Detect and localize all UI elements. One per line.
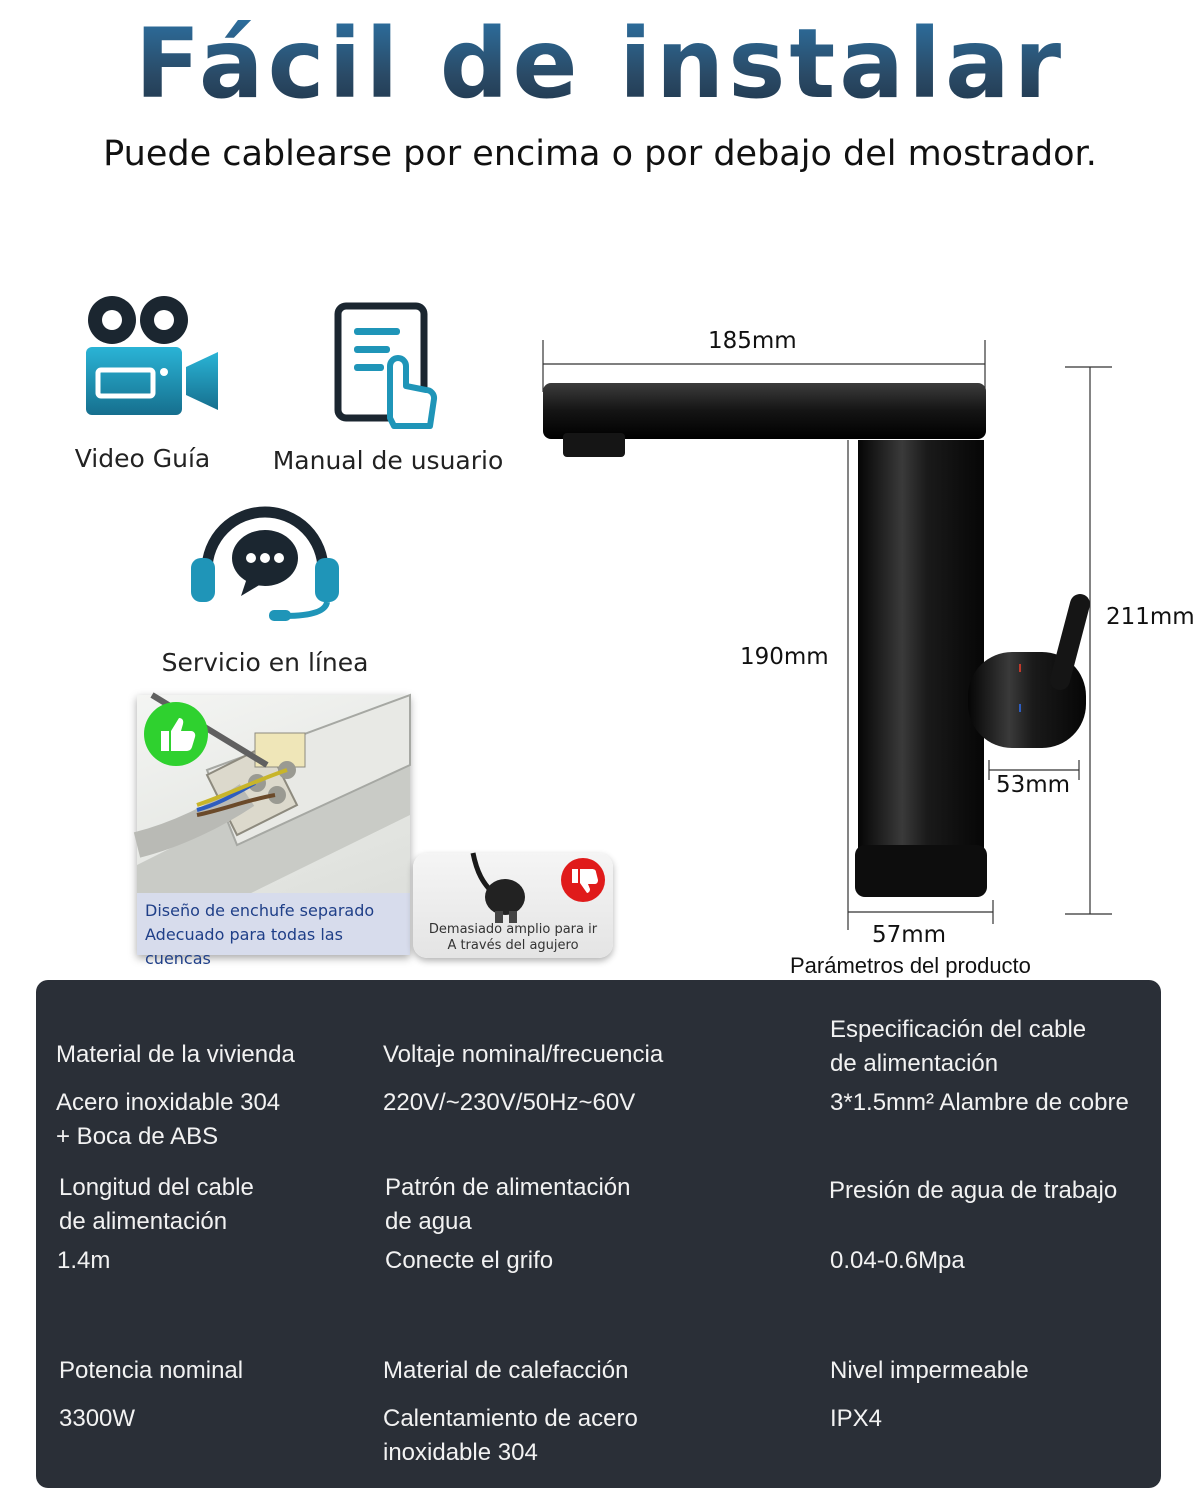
spec-label: Potencia nominal [59, 1357, 244, 1384]
spec-value: 3*1.5mm² Alambre de cobre [830, 1089, 1129, 1116]
feature-video-guide[interactable] [60, 292, 225, 473]
spec-value: 3300W [59, 1405, 136, 1432]
spec-value: IPX4 [830, 1405, 883, 1432]
spec-label: Voltaje nominal/frecuencia [383, 1041, 664, 1068]
feature-label: Manual de usuario [272, 446, 504, 475]
video-camera-icon [68, 292, 218, 420]
caption-line: Demasiado amplio para ir [428, 922, 598, 937]
page-title: Fácil de instalar [0, 8, 1200, 120]
dimension-handle: 53mm [996, 772, 1071, 798]
spec-label: Material de calefacción [383, 1357, 629, 1384]
spec-value: 1.4m [57, 1247, 111, 1274]
spec-value: Conecte el grifo [385, 1247, 554, 1274]
spec-label: Nivel impermeable [830, 1357, 1029, 1384]
spec-label: Material de la vivienda [56, 1041, 295, 1068]
dimension-base: 57mm [872, 922, 947, 948]
dimension-body-height: 190mm [740, 644, 829, 670]
product-parameters-caption: Parámetros del producto [790, 953, 1031, 978]
separate-plug-caption [137, 893, 410, 968]
dimension-width: 185mm [708, 328, 797, 354]
caption-line: A través del agujero [447, 938, 579, 953]
headset-chat-icon [185, 498, 345, 624]
caption-line: Adecuado para todas las cuencas [145, 925, 343, 968]
thumbs-up-icon [143, 701, 209, 767]
dimension-total-height: 211mm [1106, 604, 1195, 630]
feature-label: Servicio en línea [161, 648, 369, 677]
faucet-dimension-diagram [540, 330, 1140, 950]
spec-label: Especificación del cable de alimentación [830, 1016, 1087, 1077]
spec-value: Acero inoxidable 304 + Boca de ABS [56, 1089, 281, 1150]
feature-label: Video Guía [74, 444, 211, 473]
spec-label: Presión de agua de trabajo [829, 1177, 1118, 1204]
spec-value: 0.04-0.6Mpa [830, 1247, 965, 1274]
manual-document-icon [328, 300, 448, 430]
spec-label: Longitud del cable de alimentación [59, 1174, 254, 1235]
spec-value: 220V/~230V/50Hz~60V [383, 1089, 636, 1116]
page-subtitle: Puede cablearse por encima o por debajo del mostrador. [103, 134, 1097, 174]
feature-online-service[interactable] [150, 498, 380, 677]
feature-user-manual[interactable] [272, 300, 504, 475]
caption-line: Diseño de enchufe separado [145, 901, 375, 920]
spec-label: Patrón de alimentación de agua [385, 1174, 631, 1235]
separate-plug-photo [137, 695, 410, 968]
spec-value: Calentamiento de acero inoxidable 304 [383, 1405, 638, 1466]
